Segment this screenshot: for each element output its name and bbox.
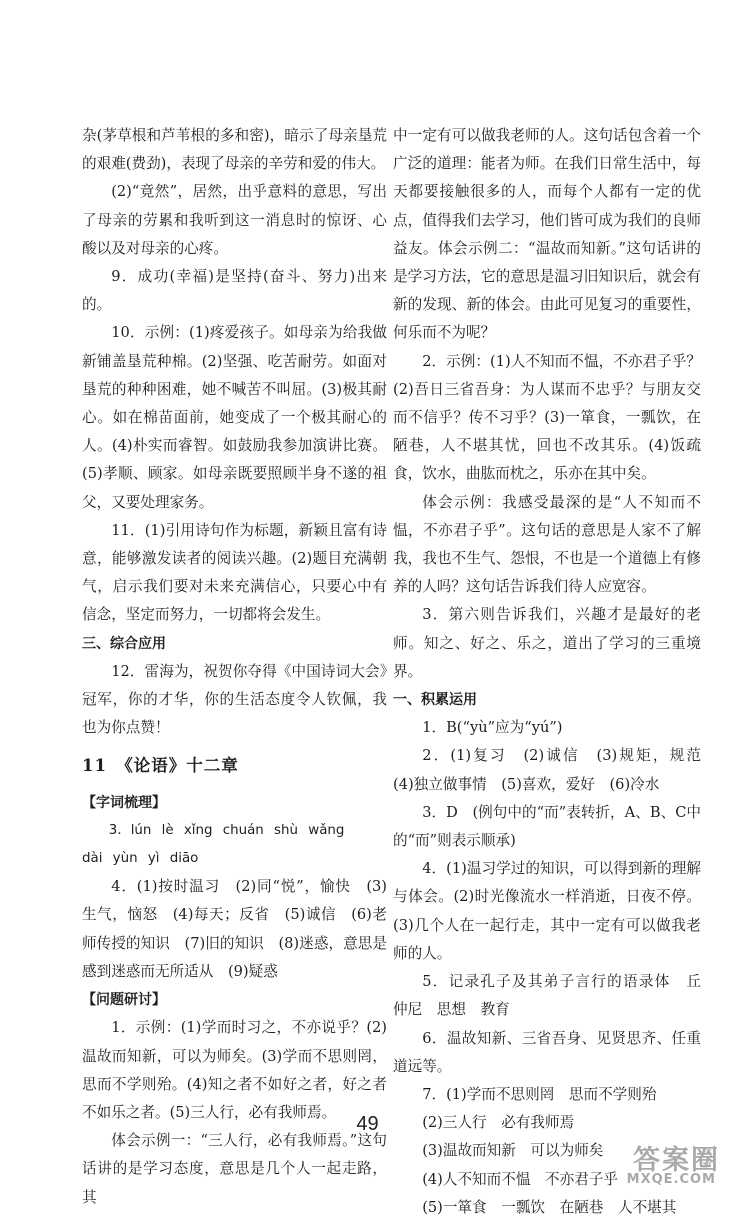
answer-paragraph: (2)三人行 必有我师焉	[422, 1114, 575, 1132]
answer-paragraph: 杂(茅草根和芦苇根的多和密)，暗示了母亲垦荒的艰难(费劲)，表现了母亲的辛劳和爱的伟大。	[82, 127, 387, 173]
answer-paragraph: 体会示例：我感受最深的是“人不知而不愠，不亦君子乎”。这句话的意思是人家不了解我，我也不生气、怨恨，不也是一个道德上有修养的人吗？这句话告诉我们待人应宽容。	[393, 493, 701, 596]
answer-paragraph: 2．(1)复习 (2)诚信 (3)规矩，规范 (4)独立做事情 (5)喜欢，爱好 (6)冷水	[393, 747, 716, 793]
answer-paragraph: (2)“竟然”，居然，出乎意料的意思，写出了母亲的劳累和我听到这一消息时的惊讶、心酸以及对母亲的心疼。	[82, 183, 387, 257]
watermark-logo-text: 答案圈	[633, 1145, 720, 1176]
answer-paragraph: 5．记录孔子及其弟子言行的语录体 丘 仲尼 思想 教育	[393, 973, 716, 1019]
chapter-title: 11 《论语》十二章	[82, 756, 239, 776]
answer-paragraph: 3．第六则告诉我们，兴趣才是最好的老师。知之、好之、乐之，道出了学习的三重境界。	[393, 606, 701, 680]
page-number: 49	[356, 1113, 379, 1135]
watermark-logo	[586, 1138, 726, 1194]
answer-paragraph: 12．雷海为，祝贺你夺得《中国诗词大会》冠军，你的才华，你的生活态度令人钦佩，我也为你点赞！	[82, 662, 387, 737]
answer-paragraph: 1．示例：(1)学而时习之，不亦说乎？(2)温故而知新，可以为师矣。(3)学而不思则罔，思而不学则殆。(4)知之者不如好之者，好之者不如乐之者。(5)三人行，必有我师焉。	[82, 1019, 387, 1121]
answer-paragraph: 11．(1)引用诗句作为标题，新颖且富有诗意，能够激发读者的阅读兴趣。(2)题目充满朝气，启示我们要对未来充满信心，只要心中有信念，坚定而努力，一切都将会发生。	[82, 521, 387, 624]
answer-paragraph: (5)一箪食 一瓢饮 在陋巷 人不堪其	[422, 1198, 677, 1216]
section-heading: 一、积累运用	[393, 692, 477, 709]
answer-paragraph: 4．(1)按时温习 (2)同“悦”，愉快 (3)生气，恼怒 (4)每天；反省 (5)诚信 (6)老师传授的知识 (7)旧的知识 (8)迷惑，意思是感到迷惑而无所适从 (9)疑惑	[82, 878, 387, 980]
section-heading: 三、综合应用	[82, 635, 166, 652]
answer-paragraph: 3．D (例句中的“而”表转折，A、B、C中的“而”则表示顺承)	[393, 803, 701, 850]
pinyin-line: dài yùn yì diāo	[82, 851, 199, 867]
answer-paragraph: 7．(1)学而不思则罔 思而不学则殆	[422, 1085, 657, 1103]
left-column	[82, 122, 387, 1212]
answer-paragraph: 2．示例：(1)人不知而不愠，不亦君子乎？(2)吾日三省吾身：为人谋而不忠乎？与朋友交而不信乎？传不习乎？(3)一箪食，一瓢饮，在陋巷，人不堪其忧，回也不改其乐。(4)饭疏食，饮水，曲肱而枕之，乐亦在其中矣。	[393, 352, 701, 483]
answer-paragraph: (4)人不知而不愠 不亦君子乎	[422, 1170, 618, 1188]
pinyin-line: 3．lún lè xǐng chuán shù wǎng	[108, 822, 345, 838]
answer-paragraph: 中一定有可以做我老师的人。这句话包含着一个广泛的道理：能者为师。在我们日常生活中，每天都要接触很多的人，而每个人都有一定的优点，值得我们去学习，他们皆可成为我们的良师益友。体会示例二：“温故而知新。”这句话讲的是学习方法，它的意思是温习旧知识后，就会有新的发现、新的体会。由此可见复习的重要性，何乐而不为呢？	[393, 127, 701, 342]
subsection-heading: 【问题研讨】	[82, 992, 166, 1009]
answer-paragraph: 体会示例一：“三人行，必有我师焉。”这句话讲的是学习态度，意思是几个人一起走路，其	[82, 1132, 387, 1206]
right-column	[393, 122, 716, 1222]
subsection-heading: 【字词梳理】	[82, 794, 166, 811]
answer-paragraph: 9．成功(幸福)是坚持(奋斗、努力)出来的。	[82, 268, 387, 314]
answer-paragraph: (3)温故而知新 可以为师矣	[422, 1142, 604, 1160]
watermark-url: MXQE.COM	[626, 1172, 716, 1187]
answer-paragraph: 1．B(“yù”应为“yú”)	[422, 719, 563, 737]
answer-paragraph: 10．示例：(1)疼爱孩子。如母亲为给我做新铺盖垦荒种棉。(2)坚强、吃苦耐劳。如面对垦荒的种种困难，她不喊苦不叫屈。(3)极其耐心。如在棉苗面前，她变成了一个极其耐心的人。(4)朴实而睿智。如鼓励我参加演讲比赛。(5)孝顺、顾家。如母亲既要照顾半身不遂的祖父，又要处理家务。	[82, 324, 387, 511]
answer-paragraph: 4．(1)温习学过的知识，可以得到新的理解与体会。(2)时光像流水一样消逝，日夜不停。(3)几个人在一起行走，其中一定有可以做我老师的人。	[393, 860, 701, 962]
answer-paragraph: 6．温故知新、三省吾身、见贤思齐、任重道远等。	[393, 1029, 701, 1075]
